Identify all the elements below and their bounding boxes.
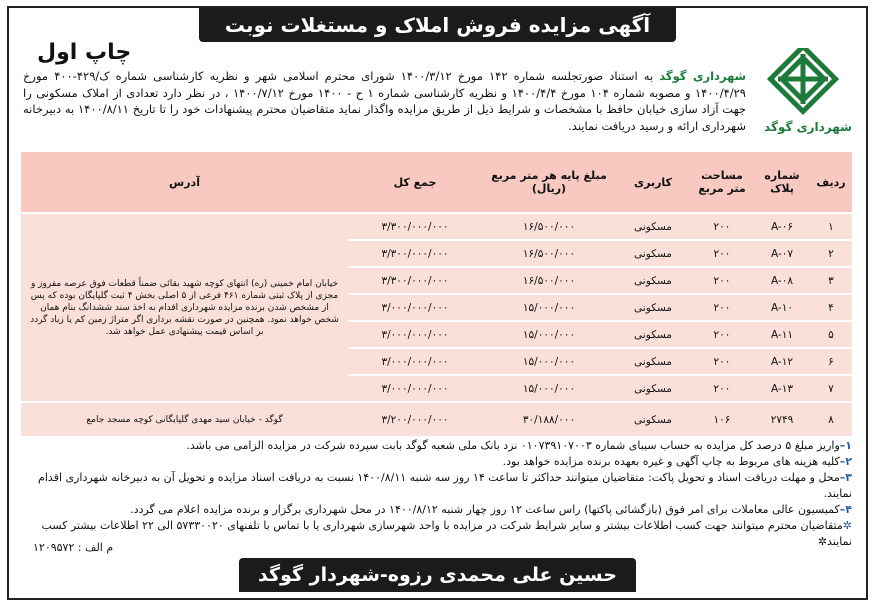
note-text: واریز مبلغ ۵ درصد کل مزایده به حساب سیبای شماره ۰۱۰۷۳۹۱۰۷۰۰۳ نزد بانک ملی شعبه گوگد بابت سپرده شرکت در مزایده الزامی می باشد. bbox=[186, 439, 840, 452]
cell-use: مسکونی bbox=[616, 214, 690, 239]
cell-base: ۱۶/۵۰۰/۰۰۰ bbox=[482, 268, 616, 293]
cell-base: ۱۵/۰۰۰/۰۰۰ bbox=[482, 322, 616, 347]
cell-plak: A-۱۳ bbox=[754, 376, 810, 401]
cell-row: ۷ bbox=[810, 376, 852, 401]
cell-row: ۶ bbox=[810, 349, 852, 374]
org-name: شهرداری گوگد bbox=[659, 69, 747, 83]
cell-base: ۱۵/۰۰۰/۰۰۰ bbox=[482, 295, 616, 320]
cell-base: ۳۰/۱۸۸/۰۰۰ bbox=[482, 403, 616, 436]
cell-row: ۴ bbox=[810, 295, 852, 320]
note-text: کلیه هزینه های مربوط به چاپ آگهی و غیره بعهده برنده مزایده خواهد بود. bbox=[502, 455, 840, 468]
col-use: کاربری bbox=[616, 152, 690, 212]
cell-area: ۲۰۰ bbox=[690, 322, 754, 347]
cell-use: مسکونی bbox=[616, 349, 690, 374]
properties-table bbox=[21, 150, 852, 438]
cell-row: ۵ bbox=[810, 322, 852, 347]
cell-use: مسکونی bbox=[616, 322, 690, 347]
note-item bbox=[23, 454, 852, 470]
ad-page bbox=[7, 6, 868, 600]
cell-area: ۲۰۰ bbox=[690, 349, 754, 374]
ad-title: آگهی مزایده فروش املاک و مستغلات نوبت سوم bbox=[199, 8, 676, 42]
table-row bbox=[21, 403, 852, 436]
signature-bar: حسین علی محمدی رزوه-شهردار گوگد bbox=[239, 558, 636, 592]
cell-address-last: گوگد - خیابان سید مهدی گلپایگانی کوچه مسجد جامع bbox=[21, 403, 348, 436]
col-plak: شماره پلاک bbox=[754, 152, 810, 212]
notes-list bbox=[23, 438, 852, 550]
cell-total: ۳/۳۰۰/۰۰۰/۰۰۰ bbox=[348, 268, 482, 293]
cell-base: ۱۶/۵۰۰/۰۰۰ bbox=[482, 241, 616, 266]
note-number: ۲– bbox=[839, 455, 852, 468]
cell-row: ۲ bbox=[810, 241, 852, 266]
note-item bbox=[23, 438, 852, 454]
col-base: مبلغ پایه هر متر مربع (ریال) bbox=[482, 152, 616, 212]
cell-area: ۱۰۶ bbox=[690, 403, 754, 436]
cell-use: مسکونی bbox=[616, 241, 690, 266]
cell-use: مسکونی bbox=[616, 403, 690, 436]
cell-total: ۳/۲۰۰/۰۰۰/۰۰۰ bbox=[348, 403, 482, 436]
cell-use: مسکونی bbox=[616, 268, 690, 293]
cell-row: ۸ bbox=[810, 403, 852, 436]
ad-code: م الف : ۱۲۰۹۵۷۲ bbox=[33, 541, 114, 554]
intro-paragraph bbox=[23, 68, 746, 134]
note-text: محل و مهلت دریافت اسناد و تحویل پاکت: متقاضیان میتوانند حداکثر تا ساعت ۱۴ روز سه شنبه ۱۴۰۰/۸/۱۱ نسبت به دریافت اسناد مزایده و تحویل آن به دبیرخانه شهرداری اقدام نمایند. bbox=[38, 471, 852, 500]
cell-use: مسکونی bbox=[616, 295, 690, 320]
col-address: آدرس bbox=[21, 152, 348, 212]
cell-plak: A-۱۱ bbox=[754, 322, 810, 347]
cell-plak: A-۱۲ bbox=[754, 349, 810, 374]
cell-plak: A-۰۷ bbox=[754, 241, 810, 266]
cell-total: ۳/۰۰۰/۰۰۰/۰۰۰ bbox=[348, 349, 482, 374]
note-item bbox=[23, 502, 852, 518]
col-total: جمع کل bbox=[348, 152, 482, 212]
cell-address-main: خیابان امام خمینی (ره) انتهای کوچه شهید بقائی ضمناً قطعات فوق عرصه مفروز و مجزی از پلاک ثبتی شماره ۴۶۱ فرعی از ۵ اصلی بخش ۴ ثبت گلپایگان بوده که پس از مشخص شدن برنده مزایده شهرداری اقدام به اخذ سند ششدانگ بنام همان شخص خواهد نمود. همچنین در صورت نقشه برداری اگر متراژ زمین کم یا زیاد گردد بر اساس قیمت پیشنهادی عمل خواهد شد. bbox=[21, 214, 348, 401]
cell-area: ۲۰۰ bbox=[690, 295, 754, 320]
cell-base: ۱۵/۰۰۰/۰۰۰ bbox=[482, 376, 616, 401]
col-row: ردیف bbox=[810, 152, 852, 212]
cell-base: ۱۵/۰۰۰/۰۰۰ bbox=[482, 349, 616, 374]
col-area: مساحت متر مربع bbox=[690, 152, 754, 212]
note-text: متقاضیان محترم میتوانند جهت کسب اطلاعات بیشتر و سایر شرایط شرکت در مزایده با واحد شهرسازی شهرداری یا با تماس با تلفنهای ۵۷۳۳۰۰۲۰ الی ۲۲ اطلاعات بیشتر کسب نمایند✲ bbox=[41, 519, 852, 548]
cell-area: ۲۰۰ bbox=[690, 241, 754, 266]
cell-total: ۳/۳۰۰/۰۰۰/۰۰۰ bbox=[348, 214, 482, 239]
table-row bbox=[21, 214, 852, 239]
cell-total: ۳/۰۰۰/۰۰۰/۰۰۰ bbox=[348, 376, 482, 401]
cell-plak: A-۰۸ bbox=[754, 268, 810, 293]
note-number: ۴– bbox=[839, 503, 852, 516]
cell-base: ۱۶/۵۰۰/۰۰۰ bbox=[482, 214, 616, 239]
cell-total: ۳/۰۰۰/۰۰۰/۰۰۰ bbox=[348, 322, 482, 347]
cell-area: ۲۰۰ bbox=[690, 268, 754, 293]
cell-area: ۲۰۰ bbox=[690, 376, 754, 401]
cell-use: مسکونی bbox=[616, 376, 690, 401]
note-number: ۱– bbox=[839, 439, 852, 452]
cell-plak: A-۱۰ bbox=[754, 295, 810, 320]
cell-row: ۳ bbox=[810, 268, 852, 293]
note-item bbox=[23, 470, 852, 502]
note-number: ۳– bbox=[839, 471, 852, 484]
note-text: کمیسیون عالی معاملات برای امر فوق (بازگشائی پاکتها) راس ساعت ۱۲ روز چهار شنبه ۱۴۰۰/۸/۱۲ در محل شهرداری برگزار و برنده مزایده اعلام می گردد. bbox=[130, 503, 840, 516]
edition-label: چاپ اول bbox=[37, 40, 132, 65]
cell-total: ۳/۰۰۰/۰۰۰/۰۰۰ bbox=[348, 295, 482, 320]
intro-text: به استناد صورتجلسه شماره ۱۴۲ مورخ ۱۴۰۰/۳/۱۲ شورای محترم اسلامی شهر و نظریه کارشناسی شماره ک/۴۲۹-۴۰۰ مورخ ۱۴۰۰/۴/۲۹ و مصوبه شماره ۱۰۴ مورخ ۱۴۰۰/۴/۴ و نظریه کارشناسی شماره ۱ ح - ۱۴۰۰ مورخ ۱۴۰۰/۷/۱۲ ، در نظر دارد تعدادی از املاک مسکونی را جهت آزاد سازی خیابان حافظ با مشخصات و شرایط ذیل از طریق مزایده واگذار نماید متقاضیان محترم پیشنهادات خود را تا تاریخ ۱۴۰۰/۸/۱۱ به دبیرخانه شهرداری ارائه و رسید دریافت نمایند. bbox=[23, 69, 746, 133]
cell-plak: A-۰۶ bbox=[754, 214, 810, 239]
cell-plak: ۲۷۴۹ bbox=[754, 403, 810, 436]
cell-area: ۲۰۰ bbox=[690, 214, 754, 239]
cell-row: ۱ bbox=[810, 214, 852, 239]
logo-caption: شهرداری گوگد bbox=[764, 120, 852, 134]
note-item bbox=[23, 518, 852, 550]
note-number: ✲ bbox=[842, 519, 852, 532]
cell-total: ۳/۳۰۰/۰۰۰/۰۰۰ bbox=[348, 241, 482, 266]
